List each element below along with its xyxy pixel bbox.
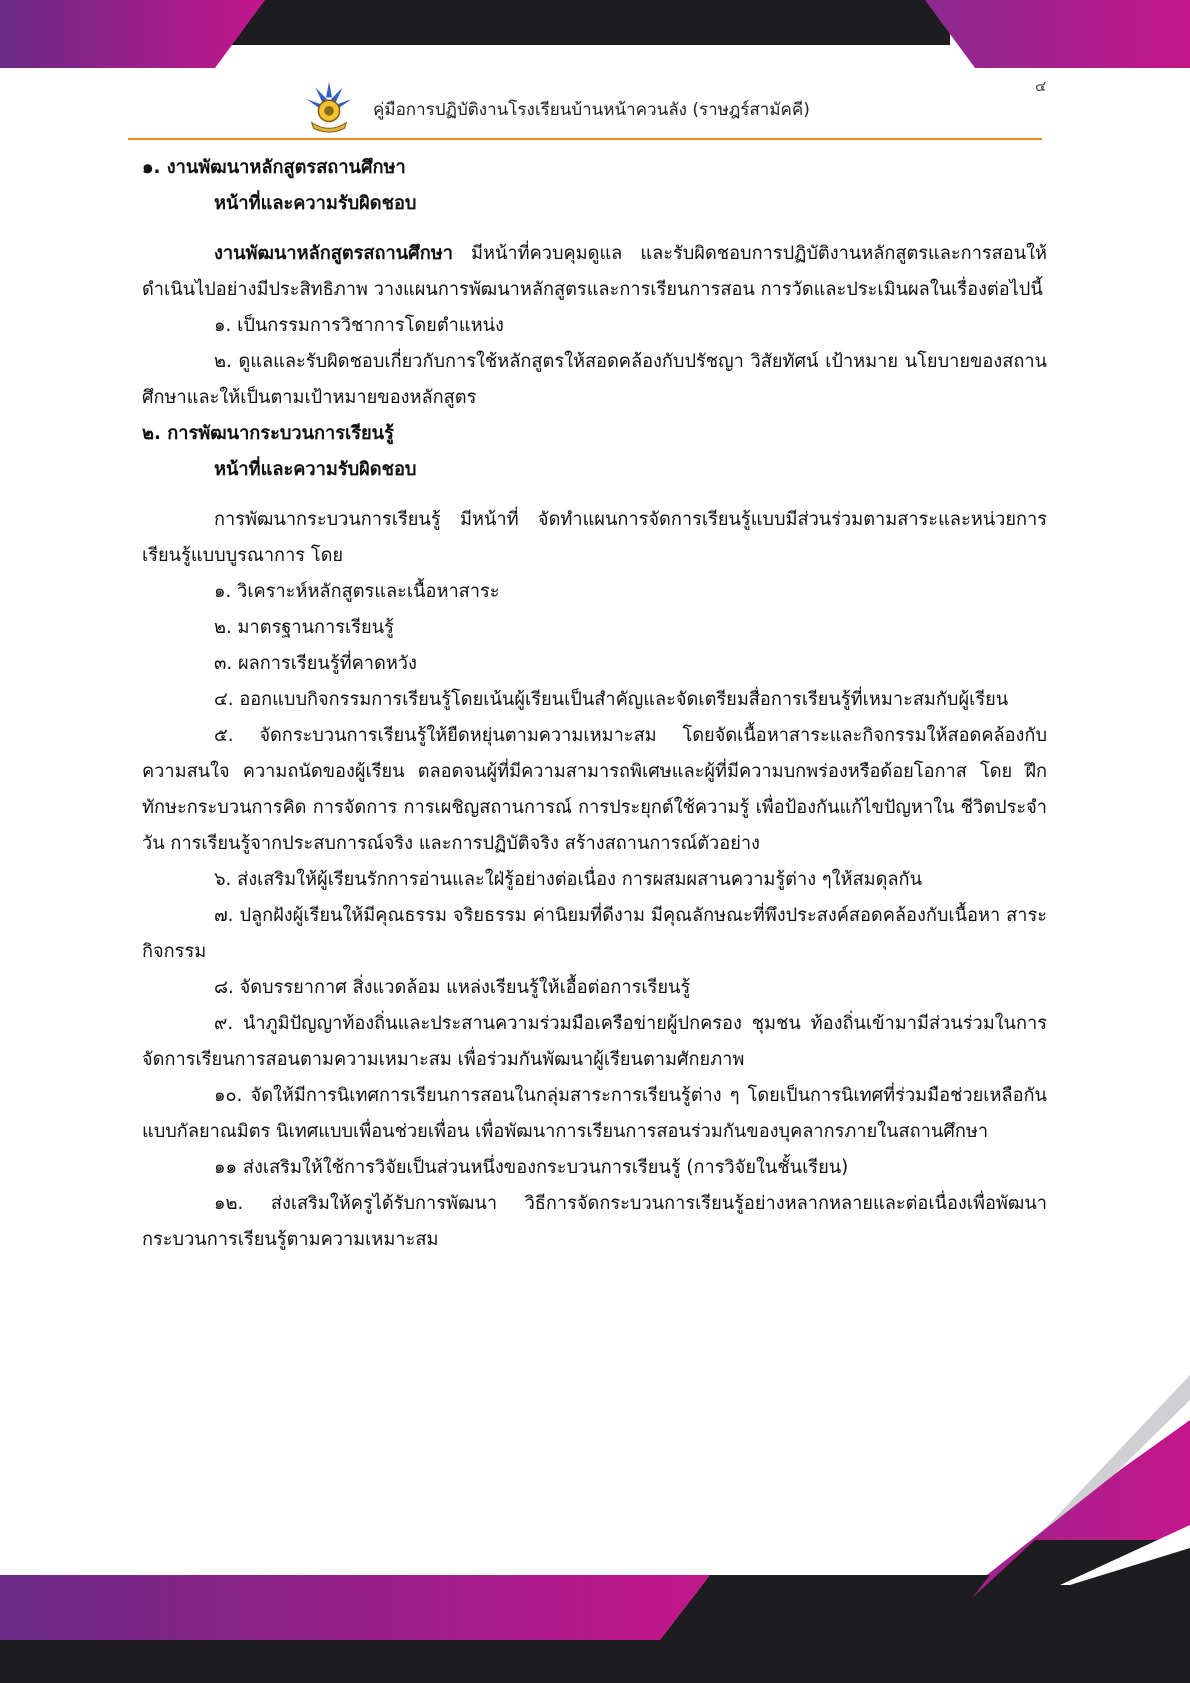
section-1-item: ๑. เป็นกรรมการวิชาการโดยตำแหน่ง [214,315,504,336]
section-1-intro [142,236,1047,308]
bottom-right-white-stripe [1060,1525,1190,1585]
section-2-item: ๒. มาตรฐานการเรียนรู้ [214,617,394,638]
section-2-intro: การพัฒนากระบวนการเรียนรู้ มีหน้าที่ จัดทำแผนการจัดการเรียนรู้แบบมีส่วนร่วมตามสาระและหน่วยการเรียนรู้แบบบูรณาการ โดย [142,509,1047,566]
bottom-right-gradient-stripe [850,1420,1190,1683]
section-2-item: ๗. ปลูกฝังผู้เรียนให้มีคุณธรรม จริยธรรม ค่านิยมที่ดีงาม มีคุณลักษณะที่พึงประสงค์สอดคล้องกับเนื้อหา สาระกิจกรรม [142,905,1047,962]
section-2-item: ๔. ออกแบบกิจกรรมการเรียนรู้โดยเน้นผู้เรียนเป็นสำคัญและจัดเตรียมสื่อการเรียนรู้ที่เหมาะสมกับผู้เรียน [214,689,1009,710]
bottom-left-gradient-band [0,1575,710,1640]
bottom-mid-dark-wedge [660,1575,990,1640]
section-2-item: ๑๒. ส่งเสริมให้ครูได้รับการพัฒนา วิธีการจัดกระบวนการเรียนรู้อย่างหลากหลายและต่อเนื่องเพื่อพัฒนากระบวนการเรียนรู้ตามความเหมาะสม [142,1193,1047,1250]
section-2-item: ๕. จัดกระบวนการเรียนรู้ให้ยืดหยุ่นตามความเหมาะสม โดยจัดเนื้อหาสาระและกิจกรรมให้สอดคล้องกับ ความสนใจ ความถนัดของผู้เรียน ตลอดจนผู้ที่มีความสามารถพิเศษและผู้ที่มีความบกพร่องหรือด้อยโอกาส โดย ฝึกทักษะกระบวนการคิด การจัดการ การเผชิญสถานการณ์ การประยุกต์ใช้ความรู้ เพื่อป้องกันแก้ไขปัญหาใน ชีวิตประจำวัน การเรียนรู้จากประสบการณ์จริง และการปฏิบัติจริง สร้างสถานการณ์ตัวอย่าง [142,725,1047,854]
section-2-item: ๑๑ ส่งเสริมให้ใช้การวิจัยเป็นส่วนหนึ่งของกระบวนการเรียนรู้ (การวิจัยในชั้นเรียน) [214,1157,849,1178]
section-1-intro-text: มีหน้าที่ควบคุมดูแล และรับผิดชอบการปฏิบัติงานหลักสูตรและการสอนให้ดำเนินไปอย่างมีประสิทธิภาพ วางแผนการพัฒนาหลักสูตรและการเรียนการสอน การวัดและประเมินผลในเรื่องต่อไปนี้ [142,243,1047,300]
bottom-right-gray-stripe [1020,1375,1190,1555]
section-2-item: ๑. วิเคราะห์หลักสูตรและเนื้อหาสาระ [214,581,500,602]
top-left-accent [0,0,265,68]
document-body [142,150,1047,1258]
section-1-item: ๒. ดูแลและรับผิดชอบเกี่ยวกับการใช้หลักสูตรให้สอดคล้องกับปรัชญา วิสัยทัศน์ เป้าหมาย นโยบายของสถานศึกษาและให้เป็นตามเป้าหมายของหลักสูตร [142,351,1047,408]
section-2-heading: ๒. การพัฒนากระบวนการเรียนรู้ [142,423,394,444]
bottom-right-dark-stripe [880,1540,1190,1683]
bottom-dark-band [0,1640,1190,1683]
top-dark-band [215,0,950,45]
section-1-intro-bold: งานพัฒนาหลักสูตรสถานศึกษา [214,243,453,264]
section-2-item: ๓. ผลการเรียนรู้ที่คาดหวัง [214,653,417,674]
page-header [0,70,1190,140]
page-number: ๔ [1035,77,1047,95]
document-title: คู่มือการปฏิบัติงานโรงเรียนบ้านหน้าควนลัง (ราษฎร์สามัคคี) [373,100,810,120]
section-1-heading: ๑. งานพัฒนาหลักสูตรสถานศึกษา [142,157,406,178]
section-2-item: ๖. ส่งเสริมให้ผู้เรียนรักการอ่านและใฝ่รู้อย่างต่อเนื่อง การผสมผสานความรู้ต่าง ๆให้สมดุลกัน [214,869,922,890]
section-2-subheading: หน้าที่และความรับผิดชอบ [214,459,417,480]
section-2-item: ๑๐. จัดให้มีการนิเทศการเรียนการสอนในกลุ่มสาระการเรียนรู้ต่าง ๆ โดยเป็นการนิเทศที่ร่วมมือช่วยเหลือกันแบบกัลยาณมิตร นิเทศแบบเพื่อนช่วยเพื่อน เพื่อพัฒนาการเรียนการสอนร่วมกันของบุคลากรภายในสถานศึกษา [142,1085,1047,1142]
section-1-subheading: หน้าที่และความรับผิดชอบ [214,193,417,214]
section-2-item: ๘. จัดบรรยากาศ สิ่งแวดล้อม แหล่งเรียนรู้ให้เอื้อต่อการเรียนรู้ [214,977,691,998]
top-right-accent [925,0,1190,68]
school-emblem-icon [300,78,358,136]
header-divider [128,138,1042,140]
section-2-item: ๙. นำภูมิปัญญาท้องถิ่นและประสานความร่วมมือเครือข่ายผู้ปกครอง ชุมชน ท้องถิ่นเข้ามามีส่วนร่วมในการจัดการเรียนการสอนตามความเหมาะสม เพื่อร่วมกันพัฒนาผู้เรียนตามศักยภาพ [142,1013,1047,1070]
